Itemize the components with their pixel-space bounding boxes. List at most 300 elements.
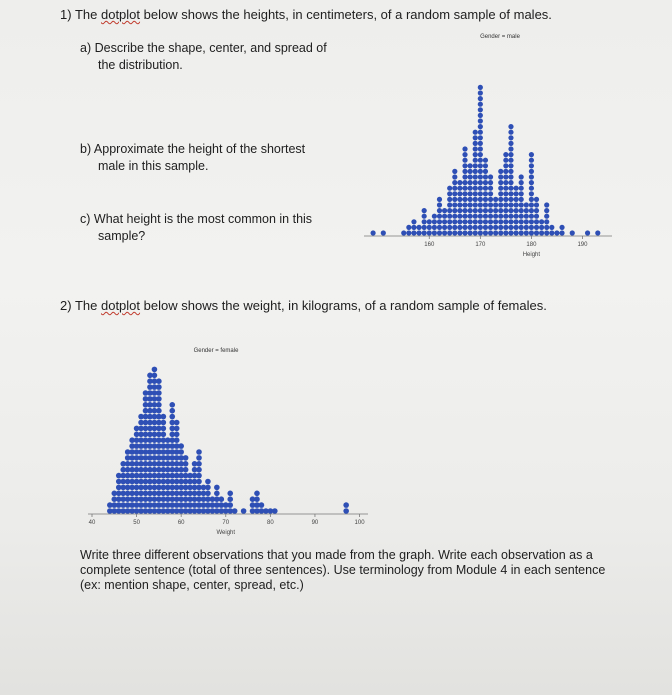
data-dot xyxy=(529,163,534,168)
data-dot xyxy=(519,191,524,196)
x-tick-label: 100 xyxy=(354,520,365,526)
data-dot xyxy=(473,146,478,151)
data-dot xyxy=(473,202,478,207)
data-dot xyxy=(498,225,503,230)
data-dot xyxy=(452,225,457,230)
data-dot xyxy=(457,186,462,191)
data-dot xyxy=(468,169,473,174)
data-dot xyxy=(416,225,421,230)
data-dot xyxy=(478,118,483,123)
data-dot xyxy=(570,230,575,235)
data-dot xyxy=(447,197,452,202)
data-dot xyxy=(483,230,488,235)
data-dot xyxy=(473,141,478,146)
data-dot xyxy=(544,202,549,207)
data-dot xyxy=(488,174,493,179)
data-dot xyxy=(529,214,534,219)
data-dot xyxy=(468,230,473,235)
data-dot xyxy=(478,135,483,140)
data-dot xyxy=(232,508,238,514)
data-dot xyxy=(473,135,478,140)
instructions-line3: (ex: mention shape, center, spread, etc.) xyxy=(80,578,304,592)
prompt-term: dotplot xyxy=(100,7,141,22)
data-dot xyxy=(488,225,493,230)
data-dot xyxy=(498,197,503,202)
data-dot xyxy=(437,202,442,207)
data-dot xyxy=(503,180,508,185)
data-dot xyxy=(508,202,513,207)
data-dot xyxy=(478,152,483,157)
data-dot xyxy=(513,208,518,213)
data-dot xyxy=(452,230,457,235)
data-dot xyxy=(483,169,488,174)
data-dot xyxy=(483,158,488,163)
data-dot xyxy=(174,420,180,426)
data-dot xyxy=(156,384,162,390)
data-dot xyxy=(473,163,478,168)
data-dot xyxy=(473,186,478,191)
data-dot xyxy=(529,225,534,230)
data-dot xyxy=(452,202,457,207)
data-dot xyxy=(381,230,386,235)
data-dot xyxy=(427,225,432,230)
data-dot xyxy=(503,191,508,196)
data-dot xyxy=(478,96,483,101)
data-dot xyxy=(406,230,411,235)
data-dot xyxy=(156,408,162,414)
data-dot xyxy=(478,158,483,163)
data-dot xyxy=(447,225,452,230)
data-dot xyxy=(196,473,202,479)
data-dot xyxy=(205,485,211,491)
data-dot xyxy=(254,491,260,497)
data-dot xyxy=(539,219,544,224)
prompt-suffix: below shows the heights, in centimeters, of a random sample of males. xyxy=(143,7,552,22)
data-dot xyxy=(462,174,467,179)
data-dot xyxy=(508,135,513,140)
data-dot xyxy=(508,219,513,224)
data-dot xyxy=(457,180,462,185)
data-dot xyxy=(437,208,442,213)
data-dot xyxy=(483,214,488,219)
data-dot xyxy=(462,208,467,213)
question-number: 1) xyxy=(60,7,72,22)
data-dot xyxy=(544,219,549,224)
data-dot xyxy=(214,485,220,491)
data-dot xyxy=(539,225,544,230)
data-dot xyxy=(343,502,349,508)
data-dot xyxy=(478,202,483,207)
data-dot xyxy=(493,214,498,219)
data-dot xyxy=(442,214,447,219)
x-tick-label: 180 xyxy=(526,242,537,248)
data-dot xyxy=(259,502,265,508)
part-text-line2: the distribution. xyxy=(98,58,183,72)
data-dot xyxy=(508,186,513,191)
data-dot xyxy=(503,186,508,191)
data-dot xyxy=(473,208,478,213)
data-dot xyxy=(478,174,483,179)
data-dot xyxy=(524,208,529,213)
data-dot xyxy=(508,158,513,163)
data-dot xyxy=(478,113,483,118)
prompt-prefix: The xyxy=(74,7,98,22)
data-dot xyxy=(183,461,189,467)
data-dot xyxy=(513,186,518,191)
data-dot xyxy=(529,186,534,191)
data-dot xyxy=(508,163,513,168)
data-dot xyxy=(503,230,508,235)
data-dot xyxy=(468,180,473,185)
data-dot xyxy=(519,230,524,235)
data-dot xyxy=(498,169,503,174)
data-dot xyxy=(488,180,493,185)
data-dot xyxy=(508,180,513,185)
data-dot xyxy=(437,214,442,219)
data-dot xyxy=(156,390,162,396)
data-dot xyxy=(457,225,462,230)
data-dot xyxy=(529,152,534,157)
part-label: a) xyxy=(80,41,92,55)
data-dot xyxy=(462,202,467,207)
data-dot xyxy=(513,197,518,202)
data-dot xyxy=(174,432,180,438)
data-dot xyxy=(478,214,483,219)
data-dot xyxy=(508,225,513,230)
data-dot xyxy=(169,414,175,420)
data-dot xyxy=(473,158,478,163)
data-dot xyxy=(524,202,529,207)
data-dot xyxy=(513,202,518,207)
data-dot xyxy=(447,230,452,235)
data-dot xyxy=(508,191,513,196)
data-dot xyxy=(452,180,457,185)
data-dot xyxy=(478,141,483,146)
data-dot xyxy=(503,208,508,213)
x-tick-label: 40 xyxy=(88,520,96,526)
data-dot xyxy=(503,197,508,202)
data-dot xyxy=(498,202,503,207)
data-dot xyxy=(493,230,498,235)
data-dot xyxy=(468,225,473,230)
data-dot xyxy=(219,496,225,502)
instructions-line2: complete sentence (total of three sentences). Use terminology from Module 4 in each sentence xyxy=(80,563,606,577)
x-axis-label: Height xyxy=(522,252,541,258)
data-dot xyxy=(508,197,513,202)
data-dot xyxy=(462,197,467,202)
x-axis-label: Weight xyxy=(216,530,236,536)
data-dot xyxy=(422,219,427,224)
data-dot xyxy=(478,219,483,224)
data-dot xyxy=(452,191,457,196)
data-dot xyxy=(442,225,447,230)
data-dot xyxy=(468,208,473,213)
data-dot xyxy=(529,174,534,179)
question-1a xyxy=(80,40,370,74)
data-dot xyxy=(462,219,467,224)
data-dot xyxy=(457,208,462,213)
data-dot xyxy=(214,491,220,497)
data-dot xyxy=(483,163,488,168)
data-dot xyxy=(529,208,534,213)
data-dot xyxy=(513,214,518,219)
data-dot xyxy=(544,230,549,235)
data-dot xyxy=(152,373,158,379)
data-dot xyxy=(529,197,534,202)
data-dot xyxy=(488,230,493,235)
data-dot xyxy=(498,208,503,213)
data-dot xyxy=(503,219,508,224)
data-dot xyxy=(508,174,513,179)
data-dot xyxy=(227,502,233,508)
male-height-dotplot xyxy=(360,26,620,266)
data-dot xyxy=(427,230,432,235)
data-dot xyxy=(508,169,513,174)
data-dot xyxy=(529,158,534,163)
data-dot xyxy=(519,225,524,230)
data-dot xyxy=(508,208,513,213)
data-dot xyxy=(498,180,503,185)
data-dot xyxy=(478,208,483,213)
data-dot xyxy=(442,230,447,235)
data-dot xyxy=(452,186,457,191)
instructions-line1: Write three different observations that you made from the graph. Write each observation as a xyxy=(80,548,593,562)
data-dot xyxy=(498,230,503,235)
data-dot xyxy=(457,219,462,224)
data-dot xyxy=(447,214,452,219)
data-dot xyxy=(529,180,534,185)
part-text-line1: Approximate the height of the shortest xyxy=(93,142,306,156)
data-dot xyxy=(401,230,406,235)
data-dot xyxy=(447,202,452,207)
data-dot xyxy=(493,197,498,202)
data-dot xyxy=(478,107,483,112)
data-dot xyxy=(468,214,473,219)
data-dot xyxy=(478,130,483,135)
data-dot xyxy=(462,158,467,163)
female-weight-dotplot xyxy=(80,338,380,538)
data-dot xyxy=(483,191,488,196)
data-dot xyxy=(371,230,376,235)
data-dot xyxy=(508,124,513,129)
part-text-line2: sample? xyxy=(98,229,146,243)
data-dot xyxy=(488,186,493,191)
x-tick-label: 160 xyxy=(424,242,435,248)
data-dot xyxy=(227,491,233,497)
x-tick-label: 60 xyxy=(177,520,185,526)
data-dot xyxy=(534,219,539,224)
data-dot xyxy=(174,437,180,443)
data-dot xyxy=(488,214,493,219)
part-label: b) xyxy=(80,142,92,156)
data-dot xyxy=(493,202,498,207)
data-dot xyxy=(422,225,427,230)
data-dot xyxy=(519,208,524,213)
data-dot xyxy=(529,202,534,207)
data-dot xyxy=(498,219,503,224)
data-dot xyxy=(478,191,483,196)
data-dot xyxy=(529,230,534,235)
data-dot xyxy=(468,219,473,224)
data-dot xyxy=(519,180,524,185)
data-dot xyxy=(462,163,467,168)
data-dot xyxy=(156,378,162,384)
data-dot xyxy=(468,197,473,202)
data-dot xyxy=(473,180,478,185)
data-dot xyxy=(544,208,549,213)
data-dot xyxy=(493,225,498,230)
data-dot xyxy=(254,496,260,502)
data-dot xyxy=(524,225,529,230)
data-dot xyxy=(513,219,518,224)
data-dot xyxy=(478,186,483,191)
x-tick-label: 170 xyxy=(475,242,486,248)
data-dot xyxy=(534,230,539,235)
data-dot xyxy=(178,443,184,449)
data-dot xyxy=(478,102,483,107)
data-dot xyxy=(478,146,483,151)
data-dot xyxy=(437,219,442,224)
data-dot xyxy=(473,191,478,196)
data-dot xyxy=(468,186,473,191)
data-dot xyxy=(462,214,467,219)
data-dot xyxy=(406,225,411,230)
data-dot xyxy=(503,158,508,163)
data-dot xyxy=(519,219,524,224)
data-dot xyxy=(183,455,189,461)
data-dot xyxy=(473,230,478,235)
data-dot xyxy=(447,219,452,224)
data-dot xyxy=(447,186,452,191)
data-dot xyxy=(513,191,518,196)
prompt-term: dotplot xyxy=(100,298,141,313)
data-dot xyxy=(503,214,508,219)
data-dot xyxy=(478,225,483,230)
data-dot xyxy=(478,169,483,174)
data-dot xyxy=(432,230,437,235)
data-dot xyxy=(498,191,503,196)
data-dot xyxy=(442,219,447,224)
data-dot xyxy=(508,230,513,235)
data-dot xyxy=(432,214,437,219)
data-dot xyxy=(503,152,508,157)
data-dot xyxy=(534,208,539,213)
data-dot xyxy=(196,449,202,455)
data-dot xyxy=(534,202,539,207)
data-dot xyxy=(411,230,416,235)
prompt-prefix: The xyxy=(74,298,98,313)
data-dot xyxy=(503,163,508,168)
data-dot xyxy=(462,230,467,235)
data-dot xyxy=(519,197,524,202)
data-dot xyxy=(508,152,513,157)
data-dot xyxy=(196,467,202,473)
data-dot xyxy=(478,163,483,168)
data-dot xyxy=(483,219,488,224)
data-dot xyxy=(595,230,600,235)
data-dot xyxy=(161,426,167,432)
data-dot xyxy=(488,197,493,202)
data-dot xyxy=(513,230,518,235)
data-dot xyxy=(473,169,478,174)
data-dot xyxy=(473,174,478,179)
data-dot xyxy=(498,186,503,191)
data-dot xyxy=(174,426,180,432)
data-dot xyxy=(427,219,432,224)
data-dot xyxy=(478,180,483,185)
data-dot xyxy=(468,174,473,179)
data-dot xyxy=(473,152,478,157)
data-dot xyxy=(205,479,211,485)
data-dot xyxy=(534,214,539,219)
data-dot xyxy=(519,174,524,179)
data-dot xyxy=(508,146,513,151)
data-dot xyxy=(519,186,524,191)
data-dot xyxy=(488,208,493,213)
x-tick-label: 90 xyxy=(311,520,319,526)
data-dot xyxy=(544,214,549,219)
data-dot xyxy=(473,214,478,219)
data-dot xyxy=(161,432,167,438)
data-dot xyxy=(468,191,473,196)
data-dot xyxy=(205,491,211,497)
data-dot xyxy=(457,191,462,196)
data-dot xyxy=(478,85,483,90)
x-tick-label: 80 xyxy=(267,520,274,526)
data-dot xyxy=(519,202,524,207)
data-dot xyxy=(483,180,488,185)
data-dot xyxy=(447,208,452,213)
data-dot xyxy=(437,197,442,202)
data-dot xyxy=(488,202,493,207)
data-dot xyxy=(473,197,478,202)
data-dot xyxy=(488,191,493,196)
part-text-line1: What height is the most common in this xyxy=(93,212,313,226)
data-dot xyxy=(559,225,564,230)
data-dot xyxy=(544,225,549,230)
data-dot xyxy=(447,191,452,196)
question-1b xyxy=(80,141,370,175)
data-dot xyxy=(529,219,534,224)
data-dot xyxy=(534,225,539,230)
x-tick-label: 190 xyxy=(577,242,588,248)
data-dot xyxy=(498,174,503,179)
data-dot xyxy=(534,197,539,202)
data-dot xyxy=(549,225,554,230)
data-dot xyxy=(422,230,427,235)
data-dot xyxy=(161,420,167,426)
data-dot xyxy=(478,124,483,129)
data-dot xyxy=(478,90,483,95)
question-number: 2) xyxy=(60,298,72,313)
data-dot xyxy=(483,225,488,230)
data-dot xyxy=(483,208,488,213)
data-dot xyxy=(343,508,349,514)
data-dot xyxy=(473,130,478,135)
data-dot xyxy=(483,197,488,202)
data-dot xyxy=(422,208,427,213)
data-dot xyxy=(183,467,189,473)
data-dot xyxy=(508,214,513,219)
data-dot xyxy=(529,169,534,174)
observation-instructions xyxy=(80,548,620,593)
data-dot xyxy=(468,202,473,207)
question-1-prompt xyxy=(60,6,552,23)
data-dot xyxy=(169,402,175,408)
x-tick-label: 70 xyxy=(222,520,230,526)
data-dot xyxy=(508,130,513,135)
data-dot xyxy=(503,225,508,230)
